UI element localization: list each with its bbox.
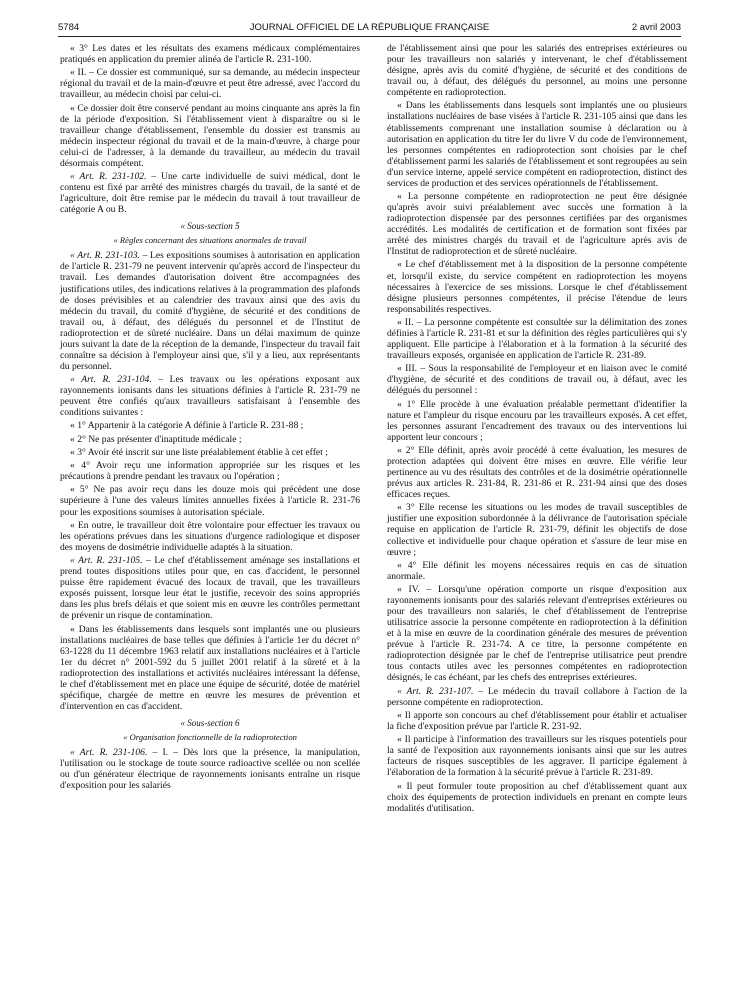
paragraph [60, 43, 360, 65]
paragraph-text: « Le chef d'établissement met à la disposition de la personne compétente et, lorsqu'il existe, du service compétent en radioprotection les moyens nécessaires à l'exercice de ses missions. Lorsque le chef d'établissement désigne plusieurs personnes compétentes, il précise l'étendue de leurs responsabilités respectives. [387, 259, 687, 315]
paragraph-text: « II. – Ce dossier est communiqué, sur sa demande, au médecin inspecteur régional du travail et de la main-d'œuvre et peut être adressé, avec l'accord du travailleur, au médecin choisi par celui-ci. [60, 67, 360, 101]
paragraph [387, 363, 687, 396]
paragraph [387, 399, 687, 443]
paragraph [60, 460, 360, 482]
paragraph [60, 447, 360, 458]
paragraph [387, 734, 687, 778]
section-heading: « Sous-section 6 [180, 717, 240, 728]
paragraph-text: – Le chef d'établissement aménage ses installations et prend toutes dispositions utiles pour que, en cas d'accident, le personnel puisse être rapidement évacué des locaux de travail, que les travailleurs exposés puissent, lorsque leur état le justifie, recevoir des soins appropriés dans les plus brefs délais et que soient mis en œuvre les contrôles permettant de prévenir un risque de contamination. [60, 555, 360, 622]
paragraph-text: – Une carte individuelle de suivi médical, dont le contenu est fixé par arrêté des ministres chargés du travail, de la santé et de l'agriculture, doit être remise par le médecin du travail à tout travailleur de catégorie A ou B. [60, 171, 360, 216]
header-rule [58, 36, 681, 37]
section-subtitle: « Organisation fonctionnelle de la radioprotection [123, 731, 297, 742]
paragraph [387, 445, 687, 500]
paragraph-text: – Les expositions soumises à autorisation en application de l'article R. 231-79 ne peuvent intervenir qu'après accord de l'inspecteur du travail. Les demandes d'autorisation doivent être accompagnées des justifications utiles, des indications relatives à la programmation des plafonds de doses prévisibles et au calendrier des travaux ainsi que des avis du médecin du travail, du comité d'hygiène, de sécurité et des conditions de travail ou, à défaut, des délégués du personnel et de l'Institut de radioprotection et de sûreté nucléaire. Dans un délai maximum de quinze jours suivant la date de la réception de la demande, l'inspecteur du travail fait connaître sa décision à l'employeur ainsi que, s'il y a lieu, aux représentants du personnel. [60, 250, 360, 372]
paragraph-text: « Dans les établissements dans lesquels sont implantés une ou plusieurs installations nucléaires de base visées à l'article R. 231-105 ainsi que dans les établissements comprenant une installation soumise à déclaration ou à autorisation en application du titre Ier du livre V du code de l'environnement, les personnes compétentes en radioprotection sont choisies par le chef d'établissement parmi les salariés de l'établissement et sont regroupées au sein d'un service interne, appelé service compétent en radioprotection, distinct des services de production et des services opérationnels de l'établissement. [387, 100, 687, 189]
paragraph [387, 584, 687, 683]
paragraph-text: « Dans les établissements dans lesquels sont implantés une ou plusieurs installations nucléaires de base telles que définies à l'article 1er du décret n° 63-1228 du 11 décembre 1963 relatif aux installations nucléaires et à l'article 1er du décret n° 2001-592 du 5 juillet 2001 relatif à la sûreté et à la radioprotection des installations et activités nucléaires intéressant la défense, le chef d'établissement met en place une équipe de sécurité, dotée de matériel spécifique, chargée de mettre en œuvre les mesures de prévention et d'intervention en cas d'accident. [60, 623, 360, 712]
paragraph-text: « III. – Sous la responsabilité de l'employeur et en liaison avec le comité d'hygiène, de sécurité et des conditions de travail ou, à défaut, avec les délégués du personnel : [387, 363, 687, 397]
page-header [58, 22, 681, 36]
article-reference: « Art. R. 231-105. [70, 555, 143, 567]
article-reference: « Art. R. 231-103. [70, 250, 140, 262]
paragraph [387, 43, 687, 98]
paragraph-text: « 3° Elle recense les situations ou les modes de travail susceptibles de justifier une exposition subordonnée à la délivrance de l'autorisation spéciale requise en application de l'article R. 231-79, définit les objectifs de dose collective et individuelle pour chaque opération et s'assure de leur mise en œuvre ; [387, 502, 687, 558]
paragraph-text: – Les travaux ou les opérations exposant aux rayonnements ionisants dans les situations définies à l'article R. 231-79 ne peuvent être confiés qu'aux travailleurs satisfaisant à l'ensemble des conditions suivantes : [60, 374, 360, 419]
section-subtitle: « Règles concernant des situations anormales de travail [113, 235, 307, 246]
paragraph-text: « 3° Avoir été inscrit sur une liste préalablement établie à cet effet ; [70, 446, 328, 458]
journal-title: JOURNAL OFFICIEL DE LA RÉPUBLIQUE FRANÇAISE [249, 22, 490, 33]
left-column [60, 43, 360, 793]
issue-date: 2 avril 2003 [631, 22, 681, 33]
paragraph [60, 624, 360, 712]
paragraph [60, 103, 360, 169]
article-reference: « Art. R. 231-107. [397, 685, 474, 697]
paragraph-text: « 1° Appartenir à la catégorie A définie à l'article R. 231-88 ; [70, 420, 304, 432]
paragraph [60, 250, 360, 372]
paragraph [387, 317, 687, 361]
paragraph [60, 374, 360, 418]
paragraph [60, 747, 360, 791]
paragraph [387, 686, 687, 708]
paragraph [60, 67, 360, 100]
paragraph [387, 191, 687, 257]
article-reference: « Art. R. 231-104. [70, 374, 152, 386]
paragraph-text: « 3° Les dates et les résultats des examens médicaux complémentaires pratiqués en application du premier alinéa de l'article R. 231-100. [60, 43, 360, 66]
paragraph-text: « La personne compétente en radioprotection ne peut être désignée qu'après avoir suivi préalablement avec succès une formation à la radioprotection dispensée par des personnes certifiées par des organismes accrédités. Les modalités de certification et de formation sont fixées par arrêté des ministres chargés du travail et de l'agriculture après avis de l'Institut de radioprotection et de sûreté nucléaire. [387, 190, 687, 258]
paragraph [60, 484, 360, 517]
paragraph [60, 171, 360, 215]
paragraph-text: de l'établissement ainsi que pour les salariés des entreprises extérieures ou pour les travailleurs non salariés y intervenant, le chef d'établissement désigne, après avis du comité d'hygiène, de sécurité et des conditions de travail ou, à défaut, des délégués du personnel, au moins une personne compétente en radioprotection. [387, 43, 687, 99]
right-column [387, 43, 687, 816]
paragraph [387, 100, 687, 188]
paragraph-text: « 4° Avoir reçu une information appropriée sur les risques et les précautions à prendre pendant les travaux ou l'opération ; [60, 460, 360, 483]
paragraph [387, 259, 687, 314]
paragraph-text: « IV. – Lorsqu'une opération comporte un risque d'exposition aux rayonnements ionisants pour des salariés relevant d'entreprises extérieures ou pour des travailleurs non salariés, le chef d'établissement de l'entreprise utilisatrice associe la personne compétente en radioprotection à la définition et à la mise en œuvre de la coordination générale des mesures de prévention prévue à l'article R. 231-74. A ce titre, la personne compétente en radioprotection désignée par le chef de l'entreprise utilisatrice peut prendre tous contacts utiles avec les personnes compétentes en radioprotection désignés, le cas échéant, par les chefs des entreprises extérieures. [387, 584, 687, 684]
paragraph-text: « Il peut formuler toute proposition au chef d'établissement quant aux choix des équipements de protection individuels en prenant en compte leurs modalités d'utilisation. [387, 780, 687, 814]
paragraph-text: « 2° Ne pas présenter d'inaptitude médicale ; [70, 433, 242, 445]
paragraph-text: « Il participe à l'information des travailleurs sur les risques potentiels pour la santé de l'exposition aux rayonnements ionisants ainsi que sur les autres facteurs de risques susceptibles de les aggraver. Il participe également à l'élaboration de la formation à la sécurité prévue à l'article R. 231-89. [387, 734, 687, 779]
paragraph [60, 520, 360, 553]
paragraph [387, 781, 687, 814]
paragraph-text: « 2° Elle définit, après avoir procédé à cette évaluation, les mesures de protection adaptées qui doivent être mises en œuvre. Elle vérifie leur pertinence au vu des résultats des contrôles et de la dosimétrie opérationnelle prévus aux articles R. 231-84, R. 231-86 et R. 231-94 ainsi que des doses efficaces reçues. [387, 444, 687, 501]
page-number: 5784 [58, 22, 80, 33]
paragraph-text: « 4° Elle définit les moyens nécessaires requis en cas de situation anormale. [387, 559, 687, 582]
article-reference: « Art. R. 231-106. [70, 747, 148, 759]
article-reference: « Art. R. 231-102. [70, 171, 147, 183]
section-heading: « Sous-section 5 [180, 221, 240, 232]
paragraph-text: – Le médecin du travail collabore à l'action de la personne compétente en radioprotection. [387, 685, 687, 708]
paragraph [60, 555, 360, 621]
paragraph-text: « En outre, le travailleur doit être volontaire pour effectuer les travaux ou les opérations prévues dans les situations d'urgence radiologique et disposer des moyens de dosimétrie individuelle adaptés à la situation. [60, 519, 360, 553]
paragraph-text: « 1° Elle procède à une évaluation préalable permettant d'identifier la nature et l'ampleur du risque encouru par les travailleurs exposés. A cet effet, les personnes assurant l'encadrement des travaux ou des interventions lui apportent leur concours ; [387, 398, 687, 443]
paragraph-text: « II. – La personne compétente est consultée sur la délimitation des zones définies à l'article R. 231-81 et sur la définition des règles particulières qui s'y appliquent. Elle participe à l'élaboration et à la formation à la sécurité des travailleurs exposés, organisée en application de l'article R. 231-89. [387, 316, 687, 362]
paragraph [387, 502, 687, 557]
paragraph [387, 560, 687, 582]
paragraph-text: – I. – Dès lors que la présence, la manipulation, l'utilisation ou le stockage de toute source radioactive scellée ou non scellée ou d'un générateur électrique de rayonnements ionisants entraîne un risque d'exposition pour les salariés [60, 747, 360, 792]
paragraph [387, 710, 687, 732]
paragraph [60, 434, 360, 445]
paragraph-text: « Ce dossier doit être conservé pendant au moins cinquante ans après la fin de la période d'exposition. Si l'établissement vient à disparaître ou si le travailleur change d'établissement, l'ensemble du dossier est transmis au médecin inspecteur régional du travail et de la main-d'œuvre, à charge pour celui-ci de l'adresser, à la demande du travailleur, au médecin du travail désormais compétent. [60, 102, 360, 169]
paragraph-text: « Il apporte son concours au chef d'établissement pour établir et actualiser la fiche d'exposition prévue par l'article R. 231-92. [387, 709, 687, 733]
paragraph-text: « 5° Ne pas avoir reçu dans les douze mois qui précèdent une dose supérieure à l'une des valeurs limites annuelles fixées à l'article R. 231-76 pour les expositions soumises à autorisation spéciale. [60, 484, 360, 518]
paragraph [60, 420, 360, 431]
